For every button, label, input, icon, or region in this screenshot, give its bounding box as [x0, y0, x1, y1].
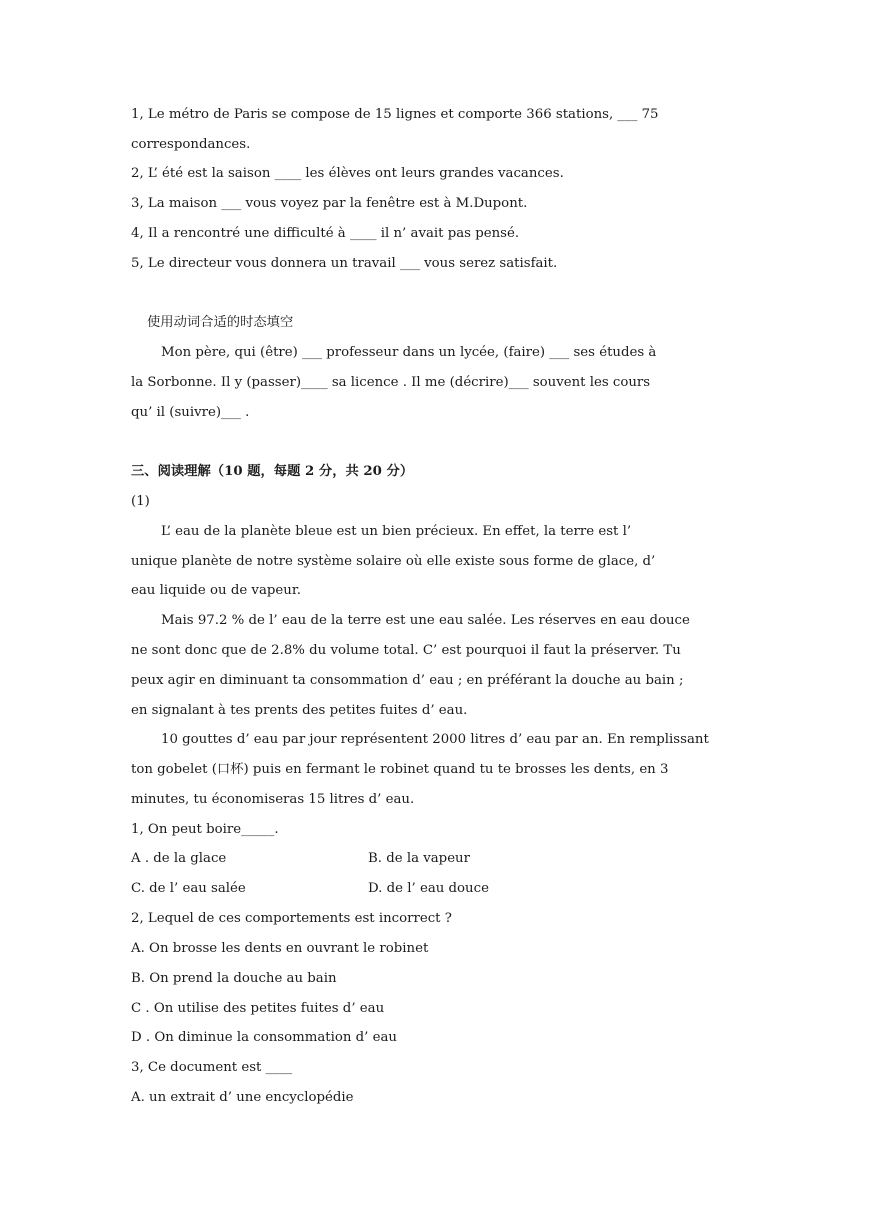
passage-line: unique planète de notre système solaire où elle existe sous forme de glace, d’ [131, 554, 656, 569]
question-2-option-c: C . On utilise des petites fuites d’ eau [131, 1001, 385, 1016]
exercise-1-line-1: 1, Le métro de Paris se compose de 15 lignes et comporte 366 stations, ___ 75 [131, 107, 659, 122]
passage-line: peux agir en diminuant ta consommation d’ eau ; en préférant la douche au bain ; [131, 673, 684, 688]
passage-line: Mais 97.2 % de l’ eau de la terre est une eau salée. Les réserves en eau douce [161, 613, 690, 628]
passage-line: L’ eau de la planète bleue est un bien précieux. En effet, la terre est l’ [161, 524, 632, 539]
exercise-2: 2, L’ été est la saison ____ les élèves ont leurs grandes vacances. [131, 166, 564, 181]
passage-line: 10 gouttes d’ eau par jour représentent 2000 litres d’ eau par an. En remplissant [161, 732, 709, 747]
passage-line: ton gobelet (口杯) puis en fermant le robinet quand tu te brosses les dents, en 3 [131, 762, 669, 777]
question-1-option-c: C. de l’ eau salée [131, 881, 246, 896]
question-2-option-b: B. On prend la douche au bain [131, 971, 337, 986]
question-2-stem: 2, Lequel de ces comportements est incorrect ? [131, 911, 452, 926]
reading-label: (1) [131, 494, 150, 509]
verb-line-1: Mon père, qui (être) ___ professeur dans un lycée, (faire) ___ ses études à [161, 345, 657, 360]
verb-section-heading: 使用动词合适的时态填空 [147, 315, 294, 330]
question-3-stem: 3, Ce document est ____ [131, 1060, 293, 1075]
exercise-4: 4, Il a rencontré une difficulté à ____ il n’ avait pas pensé. [131, 226, 520, 241]
question-2-option-a: A. On brosse les dents en ouvrant le robinet [131, 941, 429, 956]
question-1-stem: 1, On peut boire_____. [131, 822, 279, 837]
question-1-option-d: D. de l’ eau douce [368, 881, 489, 896]
passage-line: minutes, tu économiseras 15 litres d’ eau. [131, 792, 415, 807]
exercise-5: 5, Le directeur vous donnera un travail ___ vous serez satisfait. [131, 256, 558, 271]
question-2-option-d: D . On diminue la consommation d’ eau [131, 1030, 397, 1045]
verb-line-2: la Sorbonne. Il y (passer)____ sa licence . Il me (décrire)___ souvent les cours [131, 375, 651, 390]
exercise-1-line-2: correspondances. [131, 137, 251, 152]
reading-heading: 三、阅读理解（10 题，每题 2 分，共 20 分） [131, 464, 414, 479]
question-3-option-a: A. un extrait d’ une encyclopédie [131, 1090, 354, 1105]
passage-line: ne sont donc que de 2.8% du volume total. C’ est pourquoi il faut la préserver. Tu [131, 643, 681, 658]
question-1-option-b: B. de la vapeur [368, 851, 470, 866]
passage-line: en signalant à tes prents des petites fuites d’ eau. [131, 703, 468, 718]
passage-line: eau liquide ou de vapeur. [131, 583, 301, 598]
exercise-3: 3, La maison ___ vous voyez par la fenêtre est à M.Dupont. [131, 196, 528, 211]
question-1-option-a: A . de la glace [131, 851, 227, 866]
verb-line-3: qu’ il (suivre)___ . [131, 405, 250, 420]
